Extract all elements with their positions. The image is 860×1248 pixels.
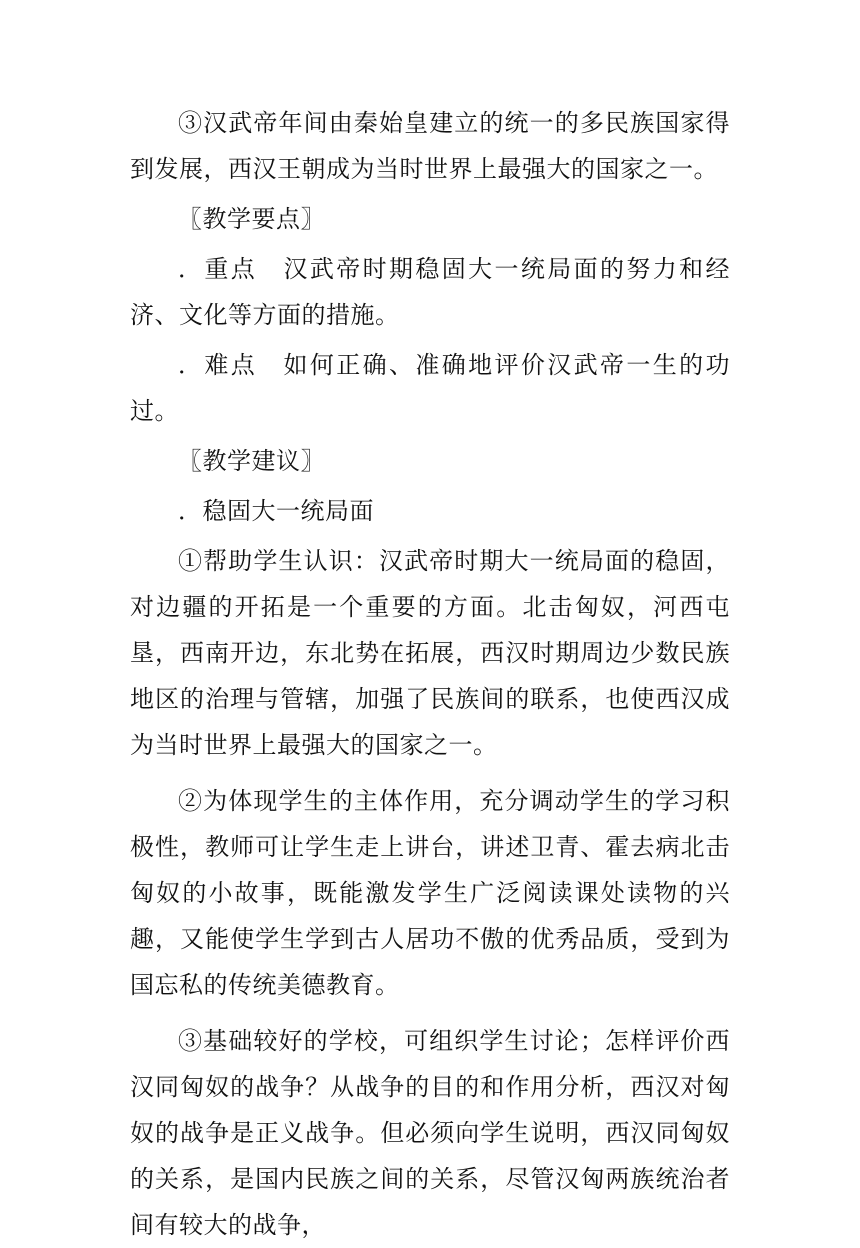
subheading-stabilize-unity: ．稳固大一统局面 bbox=[178, 497, 374, 525]
paragraph-difficult-point: ．难点 如何正确、准确地评价汉武帝一生的功过。 bbox=[130, 351, 730, 425]
paragraph-suggestion-1: ①帮助学生认识：汉武帝时期大一统局面的稳固，对边疆的开拓是一个重要的方面。北击匈奴，河西屯垦，西南开边，东北势在拓展，西汉时期周边少数民族地区的治理与管辖，加强了民族间的联系，也使西汉成为当时世界上最强大的国家之一。 bbox=[130, 547, 730, 759]
heading-teaching-suggestions: 〖教学建议〗 bbox=[178, 447, 325, 475]
document-body bbox=[130, 100, 730, 1248]
paragraph-key-point: ．重点 汉武帝时期稳固大一统局面的努力和经济、文化等方面的措施。 bbox=[130, 255, 730, 329]
paragraph-development: ③汉武帝年间由秦始皇建立的统一的多民族国家得到发展，西汉王朝成为当时世界上最强大的国家之一。 bbox=[130, 109, 730, 183]
paragraph-suggestion-3: ③基础较好的学校，可组织学生讨论；怎样评价西汉同匈奴的战争？从战争的目的和作用分析，西汉对匈奴的战争是正义战争。但必须向学生说明，西汉同匈奴的关系，是国内民族之间的关系，尽管汉匈两族统治者间有较大的战争， bbox=[130, 1027, 730, 1239]
paragraph-suggestion-2: ②为体现学生的主体作用，充分调动学生的学习积极性，教师可让学生走上讲台，讲述卫青、霍去病北击匈奴的小故事，既能激发学生广泛阅读课处读物的兴趣，又能使学生学到古人居功不傲的优秀品质，受到为国忘私的传统美德教育。 bbox=[130, 787, 730, 999]
heading-teaching-points: 〖教学要点〗 bbox=[178, 205, 325, 233]
